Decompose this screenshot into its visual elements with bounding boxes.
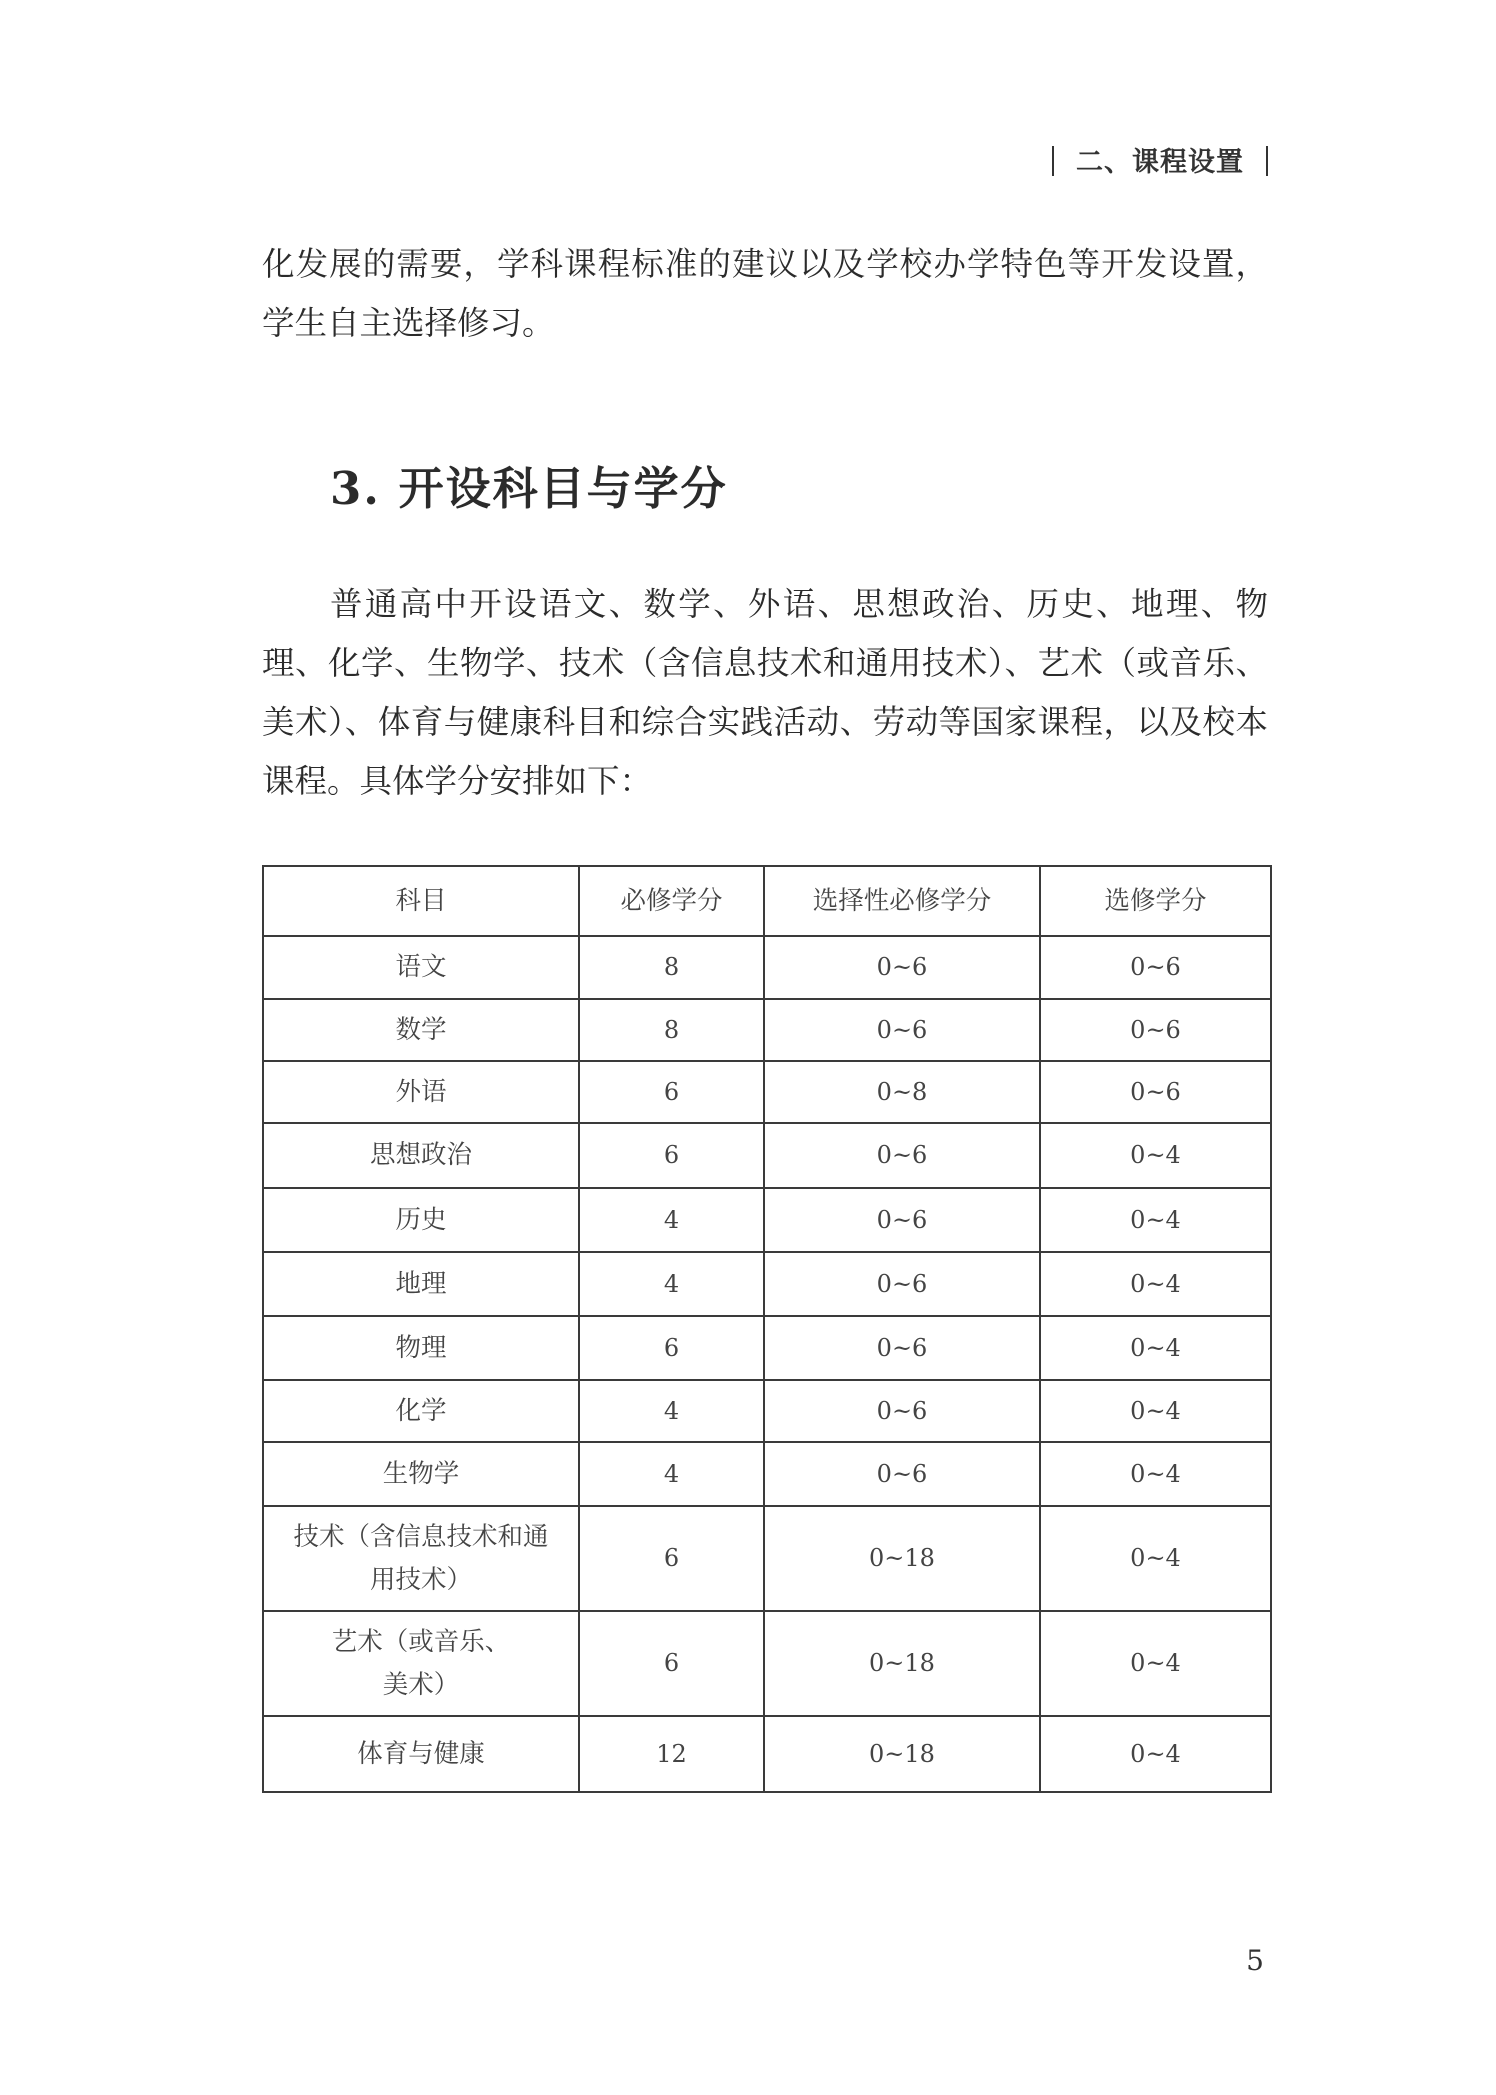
required-credits-cell: 12 [579,1716,764,1792]
credits-table [262,865,1272,1793]
subject-cell: 生物学 [263,1442,579,1506]
subject-cell: 地理 [263,1252,579,1316]
column-header-required-credits: 必修学分 [579,866,764,936]
selective-required-credits-cell: 0~18 [764,1611,1040,1716]
section-number: 3. [330,462,381,515]
subject-cell: 思想政治 [263,1123,579,1188]
table-row [263,999,1271,1061]
subject-cell: 外语 [263,1061,579,1123]
required-credits-cell: 6 [579,1061,764,1123]
subject-cell: 历史 [263,1188,579,1252]
required-credits-cell: 6 [579,1506,764,1611]
table-row [263,1442,1271,1506]
required-credits-cell: 4 [579,1188,764,1252]
required-credits-cell: 4 [579,1380,764,1442]
subject-cell: 物理 [263,1316,579,1380]
selective-required-credits-cell: 0~6 [764,999,1040,1061]
elective-credits-cell: 0~4 [1040,1188,1271,1252]
subject-cell: 化学 [263,1380,579,1442]
selective-required-credits-cell: 0~6 [764,1442,1040,1506]
selective-required-credits-cell: 0~18 [764,1716,1040,1792]
subject-cell: 体育与健康 [263,1716,579,1792]
subject-cell [263,1611,579,1716]
table-row [263,1252,1271,1316]
elective-credits-cell: 0~4 [1040,1506,1271,1611]
subject-line: 技术（含信息技术和通 [293,1521,549,1552]
table-row [263,1611,1271,1716]
subject-cell [263,1506,579,1611]
elective-credits-cell: 0~4 [1040,1442,1271,1506]
running-header [1030,140,1268,179]
elective-credits-cell: 0~6 [1040,999,1271,1061]
elective-credits-cell: 0~4 [1040,1316,1271,1380]
table-row [263,1123,1271,1188]
elective-credits-cell: 0~4 [1040,1252,1271,1316]
body-paragraph: 普通高中开设语文、数学、外语、思想政治、历史、地理、物理、化学、生物学、技术（含信息技术和通用技术）、艺术（或音乐、美术）、体育与健康科目和综合实践活动、劳动等国家课程，以及校本课程。具体学分安排如下： [262,585,1268,800]
column-header-selective-required-credits: 选择性必修学分 [764,866,1040,936]
header-section-title: 二、课程设置 [1076,147,1244,178]
elective-credits-cell: 0~6 [1040,1061,1271,1123]
selective-required-credits-cell: 0~18 [764,1506,1040,1611]
subject-line: 艺术（或音乐、 [331,1626,511,1657]
required-credits-cell: 8 [579,999,764,1061]
selective-required-credits-cell: 0~6 [764,936,1040,999]
section-title: 开设科目与学分 [398,462,728,515]
table-row [263,1061,1271,1123]
elective-credits-cell: 0~4 [1040,1611,1271,1716]
selective-required-credits-cell: 0~6 [764,1380,1040,1442]
intro-paragraph: 化发展的需要，学科课程标准的建议以及学校办学特色等开发设置，学生自主选择修习。 [262,245,1268,342]
elective-credits-cell: 0~4 [1040,1380,1271,1442]
column-header-subject: 科目 [263,866,579,936]
required-credits-cell: 4 [579,1252,764,1316]
subject-line: 美术） [382,1669,460,1700]
table-row [263,936,1271,999]
header-divider [1266,146,1268,176]
table-row [263,1380,1271,1442]
table-header-row [263,866,1271,936]
elective-credits-cell: 0~4 [1040,1123,1271,1188]
selective-required-credits-cell: 0~6 [764,1252,1040,1316]
required-credits-cell: 6 [579,1611,764,1716]
elective-credits-cell: 0~6 [1040,936,1271,999]
subject-line: 用技术） [369,1564,472,1595]
header-divider [1052,146,1054,176]
elective-credits-cell: 0~4 [1040,1716,1271,1792]
subject-cell: 数学 [263,999,579,1061]
table-row [263,1716,1271,1792]
selective-required-credits-cell: 0~6 [764,1188,1040,1252]
required-credits-cell: 8 [579,936,764,999]
selective-required-credits-cell: 0~6 [764,1123,1040,1188]
section-heading [330,452,728,517]
table-row [263,1506,1271,1611]
table-row [263,1316,1271,1380]
selective-required-credits-cell: 0~8 [764,1061,1040,1123]
selective-required-credits-cell: 0~6 [764,1316,1040,1380]
required-credits-cell: 4 [579,1442,764,1506]
page-number: 5 [1246,1944,1264,1977]
column-header-elective-credits: 选修学分 [1040,866,1271,936]
required-credits-cell: 6 [579,1123,764,1188]
subject-cell: 语文 [263,936,579,999]
required-credits-cell: 6 [579,1316,764,1380]
table-row [263,1188,1271,1252]
